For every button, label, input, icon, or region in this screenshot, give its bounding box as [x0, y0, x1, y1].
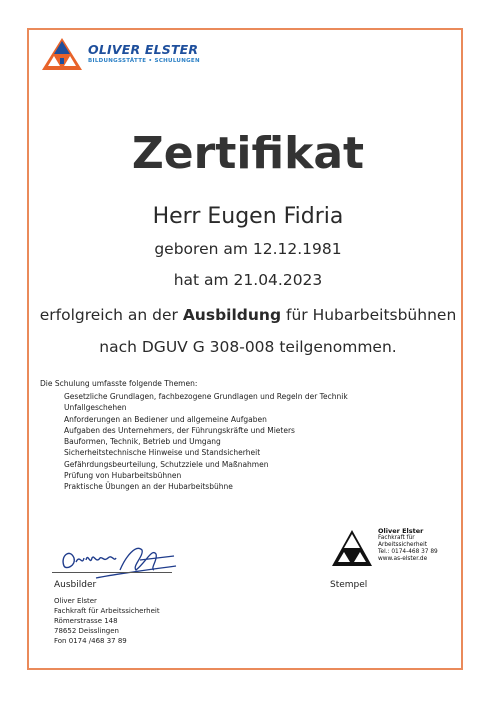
list-item: Sicherheitstechnische Hinweise und Standsicherheit — [64, 448, 261, 458]
recipient-name: Herr Eugen Fidria — [152, 204, 344, 229]
contact-line: Römerstrasse 148 — [54, 617, 118, 625]
stamp-line: Arbeitssicherheit — [378, 542, 427, 548]
stamp-line: Fachkraft für — [378, 535, 415, 541]
stamp-label: Stempel — [330, 580, 368, 590]
contact-line: Fachkraft für Arbeitssicherheit — [54, 607, 160, 615]
topics-list — [64, 391, 348, 493]
contact-line: Fon 0174 /468 37 89 — [54, 637, 127, 645]
list-item: Gefährdungsbeurteilung, Schutzziele und Maßnahmen — [64, 459, 269, 469]
stamp-name: Oliver Elster — [378, 527, 424, 535]
list-item: Aufgaben des Unternehmers, der Führungskräfte und Mieters — [64, 425, 295, 435]
stamp-text — [378, 528, 438, 563]
course-date: hat am 21.04.2023 — [173, 271, 323, 289]
success-suffix: für Hubarbeitsbühnen — [281, 306, 457, 324]
success-prefix: erfolgreich an der — [39, 306, 183, 324]
logo-name: OLIVER ELSTER — [88, 42, 199, 57]
standard-line: nach DGUV G 308-008 teilgenommen. — [99, 338, 397, 356]
company-logo — [40, 36, 200, 72]
stamp-line: www.as-elster.de — [378, 556, 428, 562]
signatory-label: Ausbilder — [54, 580, 97, 590]
contact-line: Oliver Elster — [54, 597, 97, 605]
handwritten-signature — [56, 536, 186, 586]
signature-line — [52, 572, 172, 573]
logo-subtitle: BILDUNGSSTÄTTE • SCHULUNGEN — [88, 58, 200, 64]
success-bold: Ausbildung — [182, 306, 282, 324]
list-item: Anforderungen an Bediener und allgemeine Aufgaben — [64, 414, 267, 424]
list-item: Prüfung von Hubarbeitsbühnen — [64, 471, 182, 481]
contact-line: 78652 Deisslingen — [54, 627, 119, 635]
list-item: Bauformen, Technik, Betrieb und Umgang — [64, 437, 221, 447]
logo-triangle-icon — [40, 36, 86, 72]
list-item: Unfallgeschehen — [64, 403, 127, 413]
birth-date: geboren am 12.12.1981 — [154, 240, 342, 258]
success-statement — [0, 306, 496, 324]
topics-heading: Die Schulung umfasste folgende Themen: — [40, 379, 198, 388]
list-item: Gesetzliche Grundlagen, fachbezogene Grundlagen und Regeln der Technik — [64, 392, 348, 401]
stamp-line: Tel.: 0174-468 37 89 — [378, 549, 438, 555]
signatory-contact — [54, 596, 160, 646]
list-item: Praktische Übungen an der Hubarbeitsbühne — [64, 482, 233, 492]
certificate-title: Zertifikat — [131, 128, 365, 179]
